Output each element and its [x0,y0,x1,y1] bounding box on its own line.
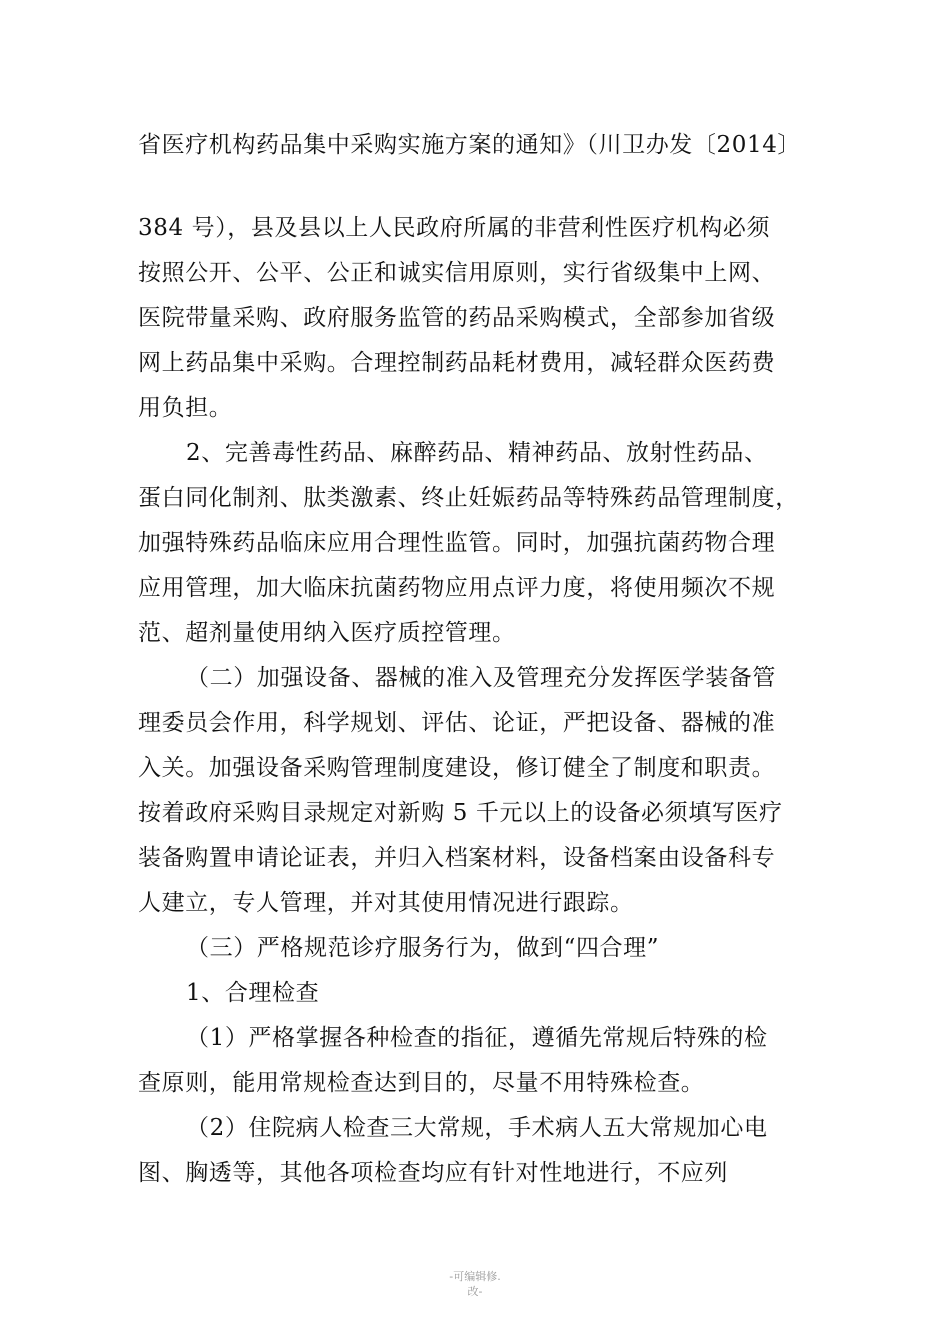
text-line-20: （1）严格掌握各种检查的指征，遵循先常规后特殊的检 [186,1025,768,1051]
text-line-1a: 省医疗机构药品集中采购实施方案的通知》（川卫办发〔2014〕 [138,132,802,158]
text-line-12: （二）加强设备、器械的准入及管理充分发挥医学装备管 [186,665,776,691]
text-line-13: 理委员会作用，科学规划、评估、论证，严把设备、器械的准 [138,710,776,736]
text-line-6: 用负担。 [138,395,233,421]
text-line-14: 入关。加强设备采购管理制度建设，修订健全了制度和职责。 [138,755,776,781]
text-line-10: 应用管理，加大临床抗菌药物应用点评力度，将使用频次不规 [138,575,776,601]
text-line-7: 2、完善毒性药品、麻醉药品、精神药品、放射性药品、 [186,440,768,466]
text-line-2: 384 号），县及县以上人民政府所属的非营利性医疗机构必须 [138,215,771,241]
text-line-17: 人建立，专人管理，并对其使用情况进行跟踪。 [138,890,634,916]
text-line-8: 蛋白同化制剂、肽类激素、终止妊娠药品等特殊药品管理制度， [138,485,799,511]
footer-line-1: -可编辑修. [449,1270,501,1283]
text-line-5: 网上药品集中采购。合理控制药品耗材费用，减轻群众医药费 [138,350,776,376]
text-line-4: 医院带量采购、政府服务监管的药品采购模式，全部参加省级 [138,305,776,331]
text-line-9: 加强特殊药品临床应用合理性监管。同时，加强抗菌药物合理 [138,530,776,556]
text-line-18: （三）严格规范诊疗服务行为，做到“四合理” [186,935,660,961]
text-line-15: 按着政府采购目录规定对新购 5 千元以上的设备必须填写医疗 [138,800,783,826]
text-line-16: 装备购置申请论证表，并归入档案材料，设备档案由设备科专 [138,845,776,871]
text-line-11: 范、超剂量使用纳入医疗质控管理。 [138,620,516,646]
text-line-3: 按照公开、公平、公正和诚实信用原则，实行省级集中上网、 [138,260,776,286]
text-line-19: 1、合理检查 [186,980,320,1006]
text-line-23: 图、胸透等，其他各项检查均应有针对性地进行，不应列 [138,1160,728,1186]
text-line-22: （2）住院病人检查三大常规，手术病人五大常规加心电 [186,1115,768,1141]
footer-line-2: 改- [467,1285,483,1298]
text-line-21: 查原则，能用常规检查达到目的，尽量不用特殊检查。 [138,1070,705,1096]
